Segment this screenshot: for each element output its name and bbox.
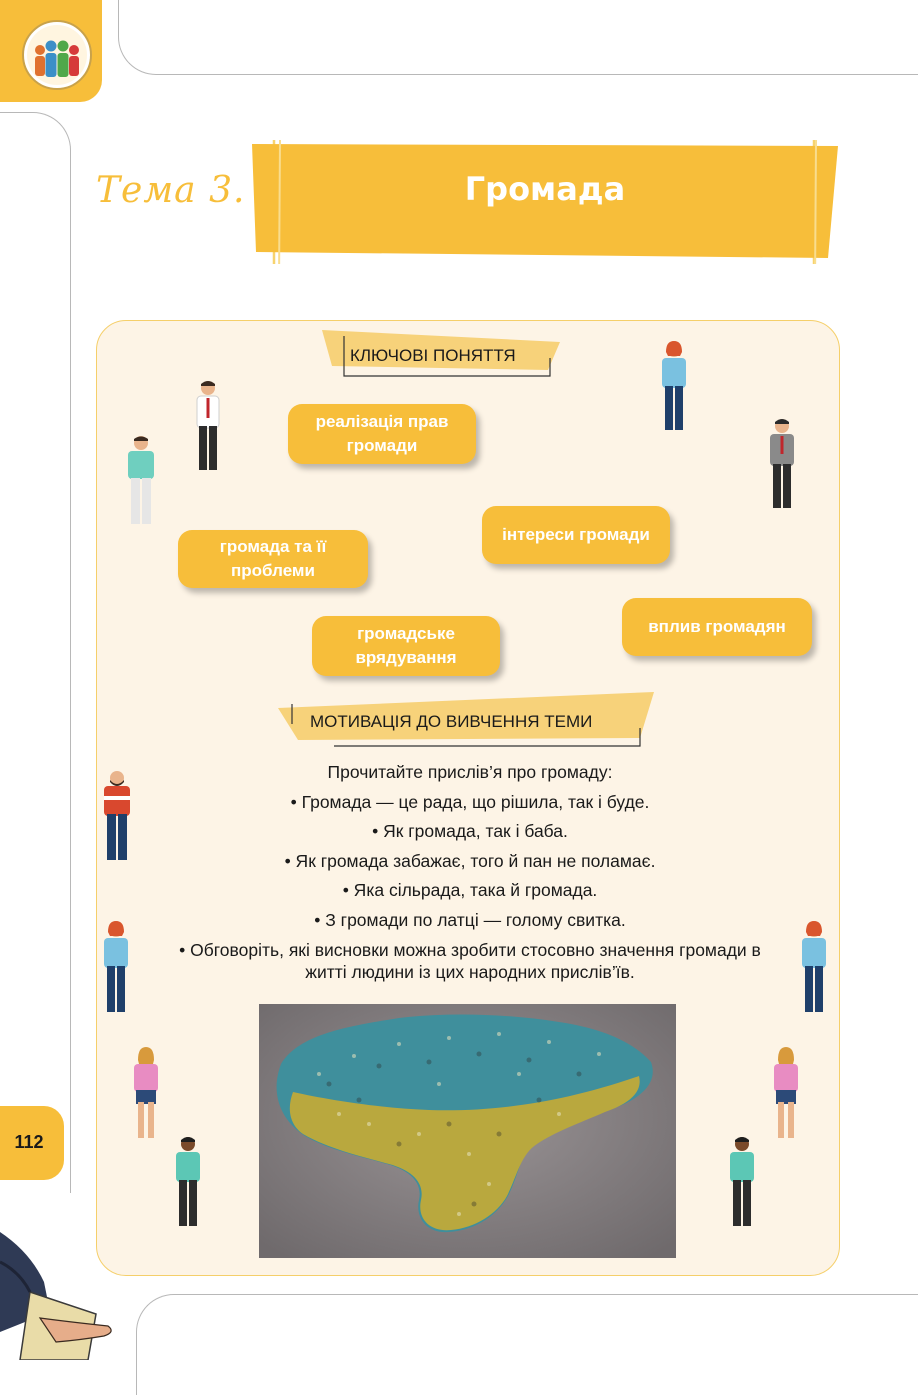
businessman-figure-icon: [192, 378, 224, 474]
motivation-heading: МОТИВАЦІЯ ДО ВИВЧЕННЯ ТЕМИ: [310, 712, 593, 731]
man-figure-icon: [726, 1134, 758, 1230]
woman-figure-icon: [658, 340, 690, 434]
key-concepts-ribbon: [322, 328, 562, 380]
people-logo-icon: [22, 20, 92, 90]
bottom-frame-line: [136, 1294, 918, 1395]
girl-figure-icon: [770, 1046, 802, 1142]
motivation-text: [160, 758, 780, 983]
proverb-line: • З громади по латці — голому свитка.: [314, 909, 626, 930]
woman-figure-icon: [798, 920, 830, 1016]
crowd-map-photo: [259, 1004, 676, 1258]
woman-figure-icon: [100, 920, 132, 1016]
proverb-line: • Як громада забажає, того й пан не поламає.: [284, 850, 656, 871]
proverb-line: • Яка сільрада, така й громада.: [342, 880, 598, 900]
proverb-line: • Як громада, так і баба.: [372, 821, 568, 841]
concept-pill: інтереси громади: [482, 506, 670, 564]
discussion-task: • Обговоріть, які висновки можна зробити стосовно значення громади в житті людини із цих народних прислів’їв.: [179, 940, 761, 982]
man-figure-icon: [172, 1134, 204, 1230]
bearded-man-figure-icon: [100, 768, 134, 864]
girl-figure-icon: [130, 1046, 162, 1142]
page-title: Громада: [464, 170, 626, 208]
concept-pill: громадське врядування: [312, 616, 500, 676]
proverb-line: • Громада — це рада, що рішила, так і буде.: [290, 791, 650, 812]
concept-pill: реалізація прав громади: [288, 404, 476, 464]
man-in-suit-figure-icon: [766, 416, 798, 512]
man-figure-icon: [124, 434, 158, 528]
theme-label: Тема 3.: [96, 170, 246, 211]
hand-with-book-icon: [0, 1222, 120, 1360]
motivation-ribbon: [276, 692, 656, 750]
concept-pill: вплив громадян: [622, 598, 812, 656]
left-frame-line: [0, 112, 71, 1193]
motivation-intro: Прочитайте прислів’я про громаду:: [327, 762, 613, 782]
top-frame-line: [118, 0, 918, 75]
page-number: 112: [14, 1132, 44, 1152]
key-concepts-heading: КЛЮЧОВІ ПОНЯТТЯ: [350, 346, 516, 365]
concept-pill: громада та її проблеми: [178, 530, 368, 588]
